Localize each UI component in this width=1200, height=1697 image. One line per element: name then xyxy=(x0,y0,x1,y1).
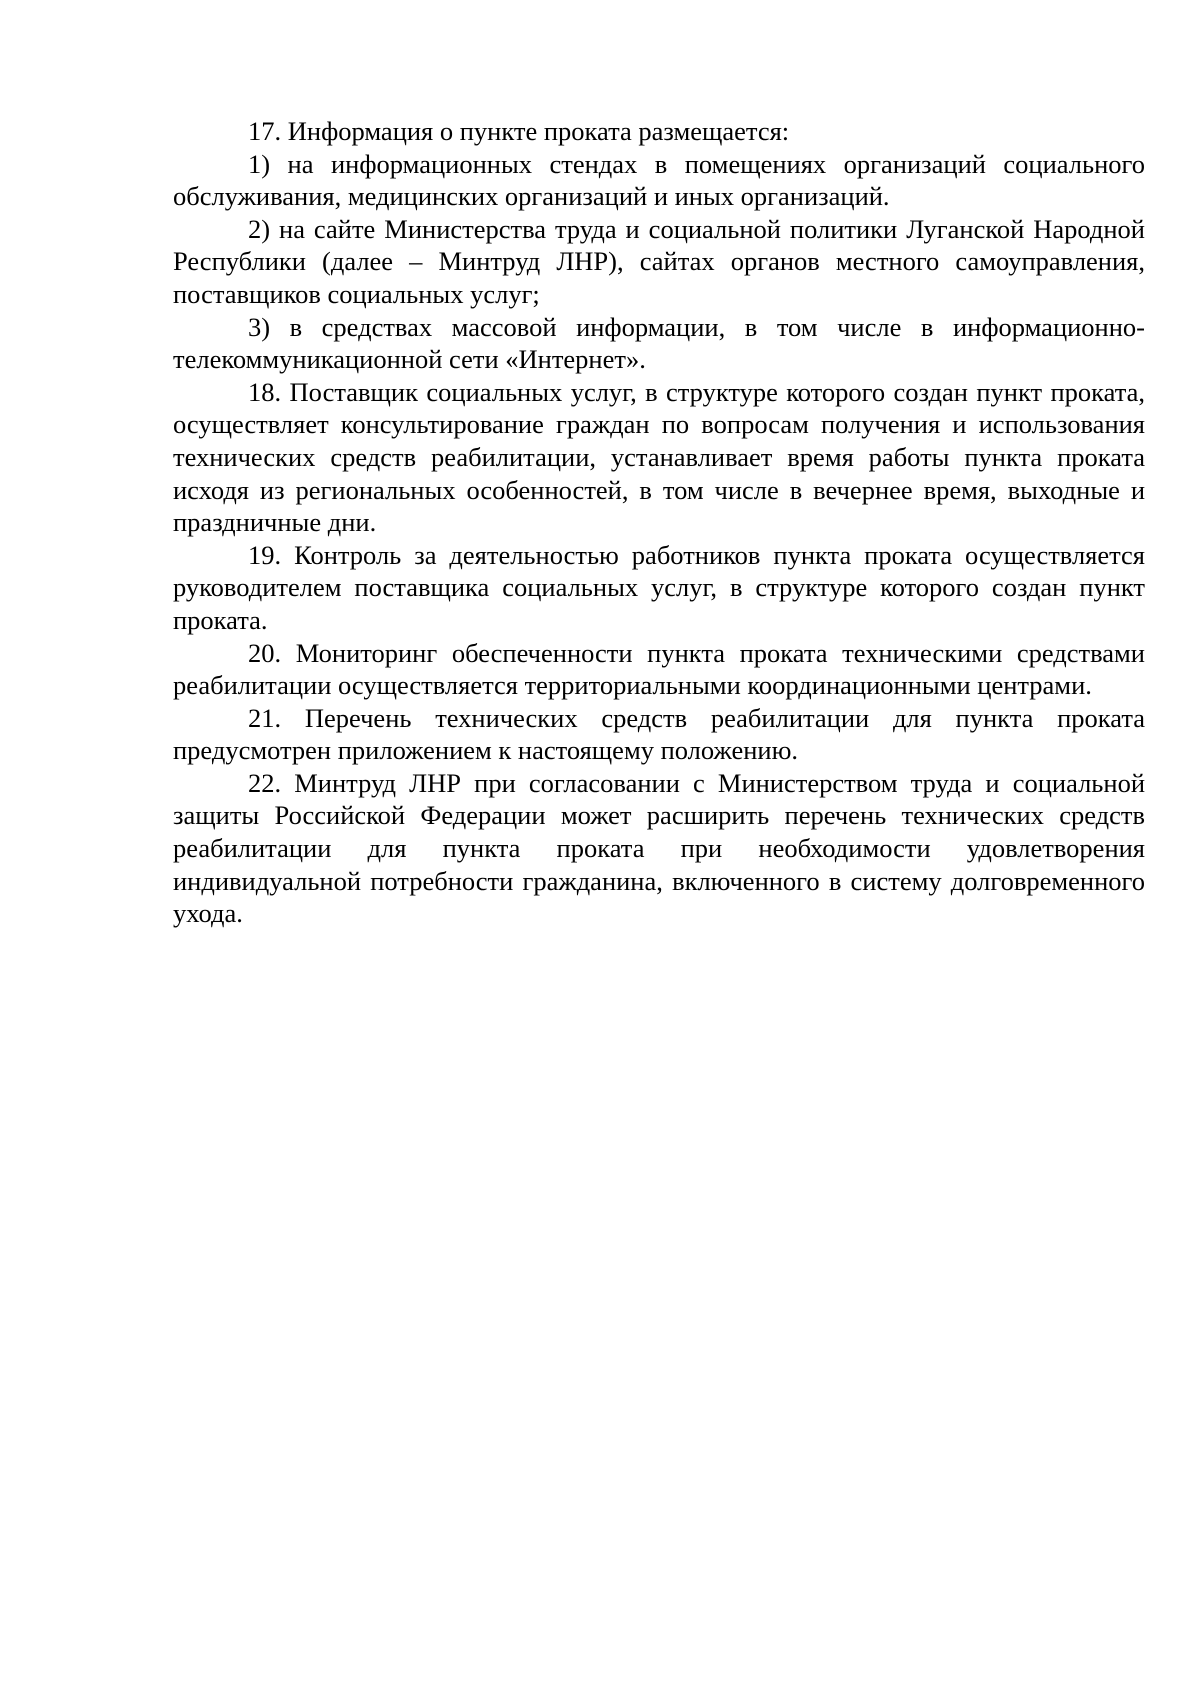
paragraph-21: 21. Перечень технических средств реабилитации для пункта проката предусмотрен приложением к настоящему положению. xyxy=(173,702,1145,766)
paragraph-17-item-1: 1) на информационных стендах в помещениях организаций социального обслуживания, медицинских организаций и иных организаций. xyxy=(173,148,1145,212)
document-body xyxy=(173,115,1145,930)
paragraph-17-item-2: 2) на сайте Министерства труда и социальной политики Луганской Народной Республики (далее – Минтруд ЛНР), сайтах органов местного самоуправления, поставщиков социальных услуг; xyxy=(173,213,1145,309)
paragraph-18: 18. Поставщик социальных услуг, в структуре которого создан пункт проката, осуществляет консультирование граждан по вопросам получения и использования технических средств реабилитации, устанавливает время работы пункта проката исходя из региональных особенностей, в том числе в вечернее время, выходные и праздничные дни. xyxy=(173,376,1145,538)
paragraph-20: 20. Мониторинг обеспеченности пункта проката техническими средствами реабилитации осуществляется территориальными координационными центрами. xyxy=(173,637,1145,701)
paragraph-19: 19. Контроль за деятельностью работников пункта проката осуществляется руководителем поставщика социальных услуг, в структуре которого создан пункт проката. xyxy=(173,539,1145,635)
paragraph-22: 22. Минтруд ЛНР при согласовании с Министерством труда и социальной защиты Российской Федерации может расширить перечень технических средств реабилитации для пункта проката при необходимости удовлетворения индивидуальной потребности гражданина, включенного в систему долговременного ухода. xyxy=(173,767,1145,929)
paragraph-17-item-3: 3) в средствах массовой информации, в том числе в информационно-телекоммуникационной сети «Интернет». xyxy=(173,311,1145,375)
paragraph-17: 17. Информация о пункте проката размещается: xyxy=(248,116,790,146)
